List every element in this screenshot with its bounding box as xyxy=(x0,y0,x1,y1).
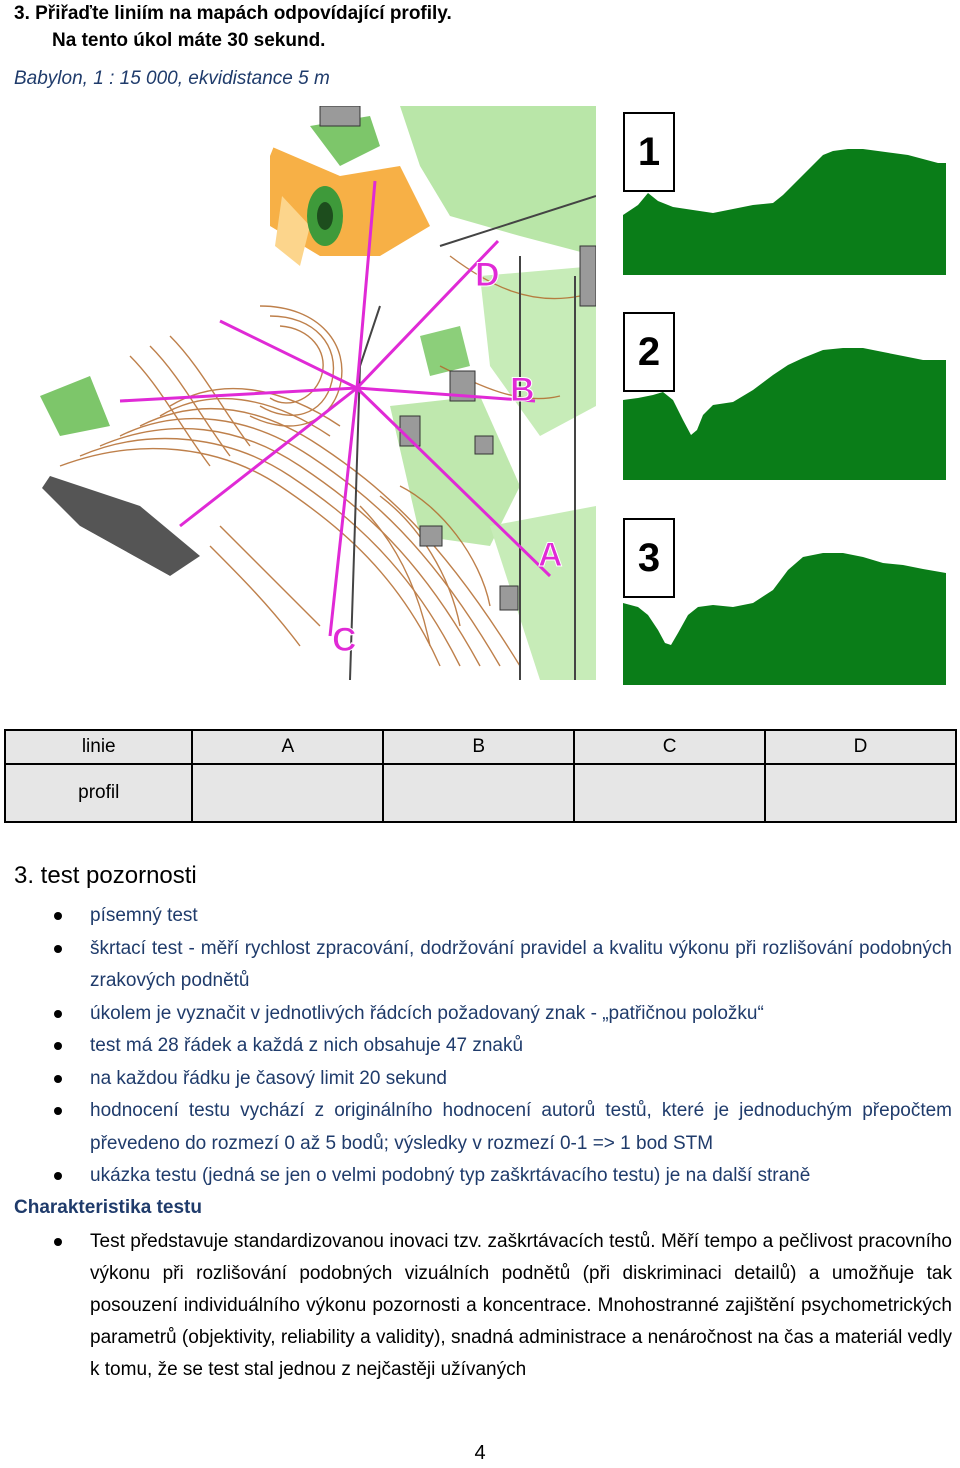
table-header-c: C xyxy=(574,730,765,764)
task-title: 3. Přiřaďte liniím na mapách odpovídající profily. xyxy=(14,3,452,24)
line-label-c: C xyxy=(332,621,357,659)
section-bullet-list xyxy=(0,900,960,1193)
list-item: hodnocení testu vychází z originálního hodnocení autorů testů, které je jednoduchým přepočtem převedeno do rozmezí 0 až 5 bodů; výsledky v rozmezí 0-1 => 1 bod STM xyxy=(0,1095,960,1160)
list-item: na každou řádku je časový limit 20 sekund xyxy=(0,1063,960,1096)
answer-cell-d[interactable] xyxy=(765,764,956,822)
section-heading: 3. test pozornosti xyxy=(14,862,197,889)
map-subtitle: Babylon, 1 : 15 000, ekvidistance 5 m xyxy=(14,68,330,89)
list-item: Test představuje standardizovanou inovaci tzv. zaškrtávacích testů. Měří tempo a pečlivost pracovního výkonu při rozlišování podobných vizuálních podnětů (při diskriminaci detailů) a umožňuje tak posouzení individuálního výkonu pozornosti a koncentrace. Mnohostranné zajištění psychometrických parametrů (objektivity, reliability a validity), snadná administrace a nenáročnost na čas a materiál vedly k tomu, že se test stal jednou z nejčastěji užívaných xyxy=(0,1226,960,1386)
answer-table xyxy=(4,729,957,823)
line-label-a: A xyxy=(538,536,563,574)
page-number: 4 xyxy=(474,1442,486,1464)
table-row-label-profil: profil xyxy=(5,764,192,822)
orienteering-map xyxy=(20,106,596,680)
line-label-b: B xyxy=(510,371,535,409)
list-item: škrtací test - měří rychlost zpracování, dodržování pravidel a kvalitu výkonu při rozlišování podobných zrakových podnětů xyxy=(0,933,960,998)
answer-cell-b[interactable] xyxy=(383,764,574,822)
table-header-a: A xyxy=(192,730,383,764)
table-header-d: D xyxy=(765,730,956,764)
line-label-d: D xyxy=(475,256,500,294)
table-header-b: B xyxy=(383,730,574,764)
list-item: písemný test xyxy=(0,900,960,933)
characteristics-bullet-list xyxy=(0,1226,960,1386)
list-item: úkolem je vyznačit v jednotlivých řádcích požadovaný znak - „patřičnou položku“ xyxy=(0,998,960,1031)
profile-number-3: 3 xyxy=(623,518,675,598)
list-item: ukázka testu (jedná se jen o velmi podobný typ zaškrtávacího testu) je na další straně xyxy=(0,1160,960,1193)
profile-number-1: 1 xyxy=(623,112,675,192)
characteristics-heading: Charakteristika testu xyxy=(14,1197,202,1218)
answer-cell-a[interactable] xyxy=(192,764,383,822)
table-header-linie: linie xyxy=(5,730,192,764)
profile-number-2: 2 xyxy=(623,312,675,392)
answer-cell-c[interactable] xyxy=(574,764,765,822)
list-item: test má 28 řádek a každá z nich obsahuje 47 znaků xyxy=(0,1030,960,1063)
task-instruction: Na tento úkol máte 30 sekund. xyxy=(52,30,326,51)
